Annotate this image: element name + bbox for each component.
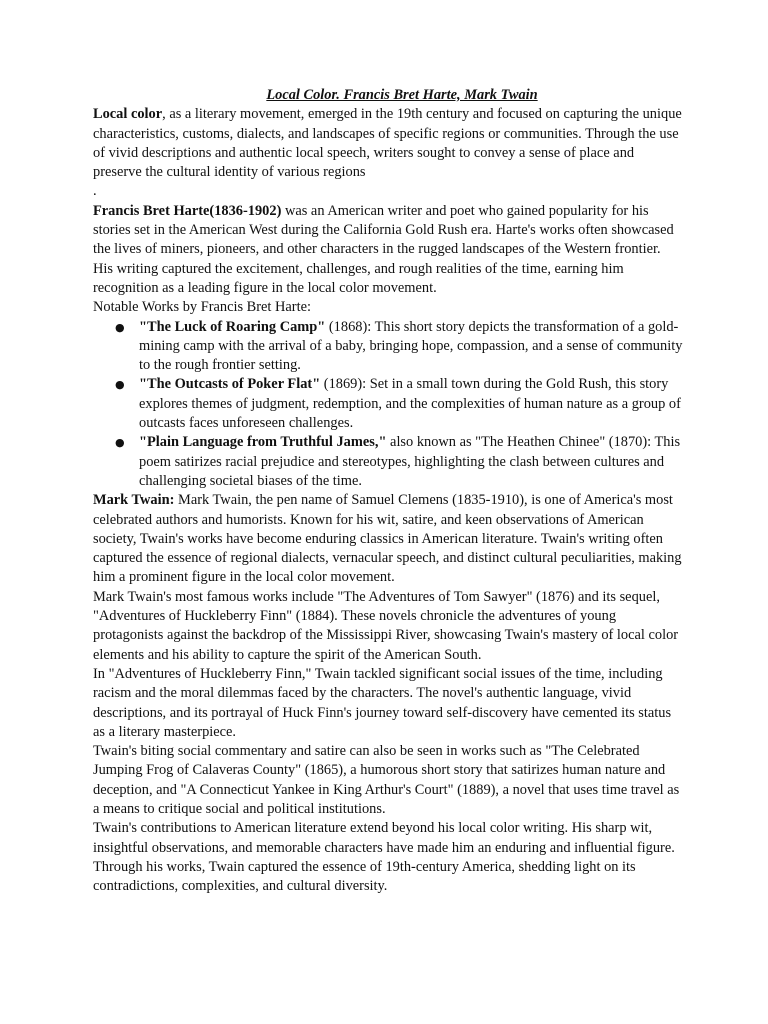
list-item bbox=[93, 433, 683, 491]
bullet-icon: ● bbox=[115, 436, 125, 450]
document-title: Local Color. Francis Bret Harte, Mark Twain bbox=[266, 87, 538, 103]
harte-works-list bbox=[93, 318, 683, 492]
intro-paragraph bbox=[93, 105, 683, 182]
twain-text: Mark Twain, the pen name of Samuel Clemens (1835-1910), is one of America's most celebrated authors and humorists. Known for his wit, satire, and keen observations of American society, Twain's works have become enduring classics in American literature. Twain's writing often captured the essence of regional dialects, vernacular speech, and distinct cultural peculiarities, making him a prominent figure in the local color movement. bbox=[93, 492, 682, 586]
work-title: "The Luck of Roaring Camp" bbox=[139, 318, 326, 335]
harte-text: was an American writer and poet who gained popularity for his stories set in the American West during the California Gold Rush era. Harte's works often showcased the lives of miners, pioneers, and other characters in the rugged landscapes of the Western frontier. His writing captured the excitement, challenges, and rough realities of the time, earning him recognition as a leading figure in the local color movement. bbox=[93, 202, 674, 296]
intro-trailing-dot: . bbox=[93, 183, 97, 200]
bullet-icon: ● bbox=[115, 378, 125, 392]
twain-famous-works-paragraph: Mark Twain's most famous works include "The Adventures of Tom Sawyer" (1876) and its sequel, "Adventures of Huckleberry Finn" (1884). These novels chronicle the adventures of young protagonists against the backdrop of the Mississippi River, showcasing Twain's mastery of local color elements and his ability to capture the spirit of the American South. bbox=[93, 588, 679, 663]
twain-huck-finn-paragraph: In "Adventures of Huckleberry Finn," Twain tackled significant social issues of the time, including racism and the moral dilemmas faced by the characters. The novel's authentic language, vivid descriptions, and its portrayal of Huck Finn's journey toward self-discovery have cemented its status as a literary masterpiece. bbox=[93, 665, 672, 740]
intro-text: , as a literary movement, emerged in the 19th century and focused on capturing the unique characteristics, customs, dialects, and landscapes of specific regions or communities. Through the use of vivid descriptions and authentic local speech, writers sought to convey a sense of place and preserve the cultural identity of various regions bbox=[93, 106, 682, 181]
work-description: (1869): Set in a small town during the Gold Rush, this story explores themes of judgment, redemption, and the complexities of human nature as a group of outcasts faces unforeseen challenges. bbox=[139, 376, 681, 432]
twain-satire-paragraph: Twain's biting social commentary and satire can also be seen in works such as "The Celebrated Jumping Frog of Calaveras County" (1865), a humorous short story that satirizes human nature and deception, and "A Connecticut Yankee in King Arthur's Court" (1889), a novel that uses time travel as a means to critique social and political institutions. bbox=[93, 743, 680, 817]
twain-paragraph bbox=[93, 491, 683, 587]
work-title: "Plain Language from Truthful James," bbox=[139, 434, 387, 451]
work-description: (1868): This short story depicts the transformation of a gold-mining camp with the arrival of a baby, bringing hope, compassion, and a sense of community to the rough frontier setting. bbox=[139, 318, 683, 374]
twain-contributions-paragraph: Twain's contributions to American literature extend beyond his local color writing. His sharp wit, insightful observations, and memorable characters have made him an enduring and influential figure. Through his works, Twain captured the essence of 19th-century America, shedding light on its contradictions, complexities, and cultural diversity. bbox=[93, 820, 675, 895]
twain-name: Mark Twain: bbox=[93, 492, 175, 509]
harte-name: Francis Bret Harte(1836-1902) bbox=[93, 202, 282, 219]
harte-paragraph bbox=[93, 202, 683, 298]
list-item bbox=[93, 318, 683, 376]
list-item bbox=[93, 375, 683, 433]
work-title: "The Outcasts of Poker Flat" bbox=[139, 376, 321, 393]
harte-works-heading: Notable Works by Francis Bret Harte: bbox=[93, 299, 311, 316]
work-description: also known as "The Heathen Chinee" (1870): This poem satirizes racial prejudice and stereotypes, highlighting the clash between cultures and challenging societal biases of the time. bbox=[139, 434, 681, 489]
intro-term: Local color bbox=[93, 106, 163, 123]
bullet-icon: ● bbox=[115, 320, 125, 334]
document-page bbox=[93, 86, 683, 896]
